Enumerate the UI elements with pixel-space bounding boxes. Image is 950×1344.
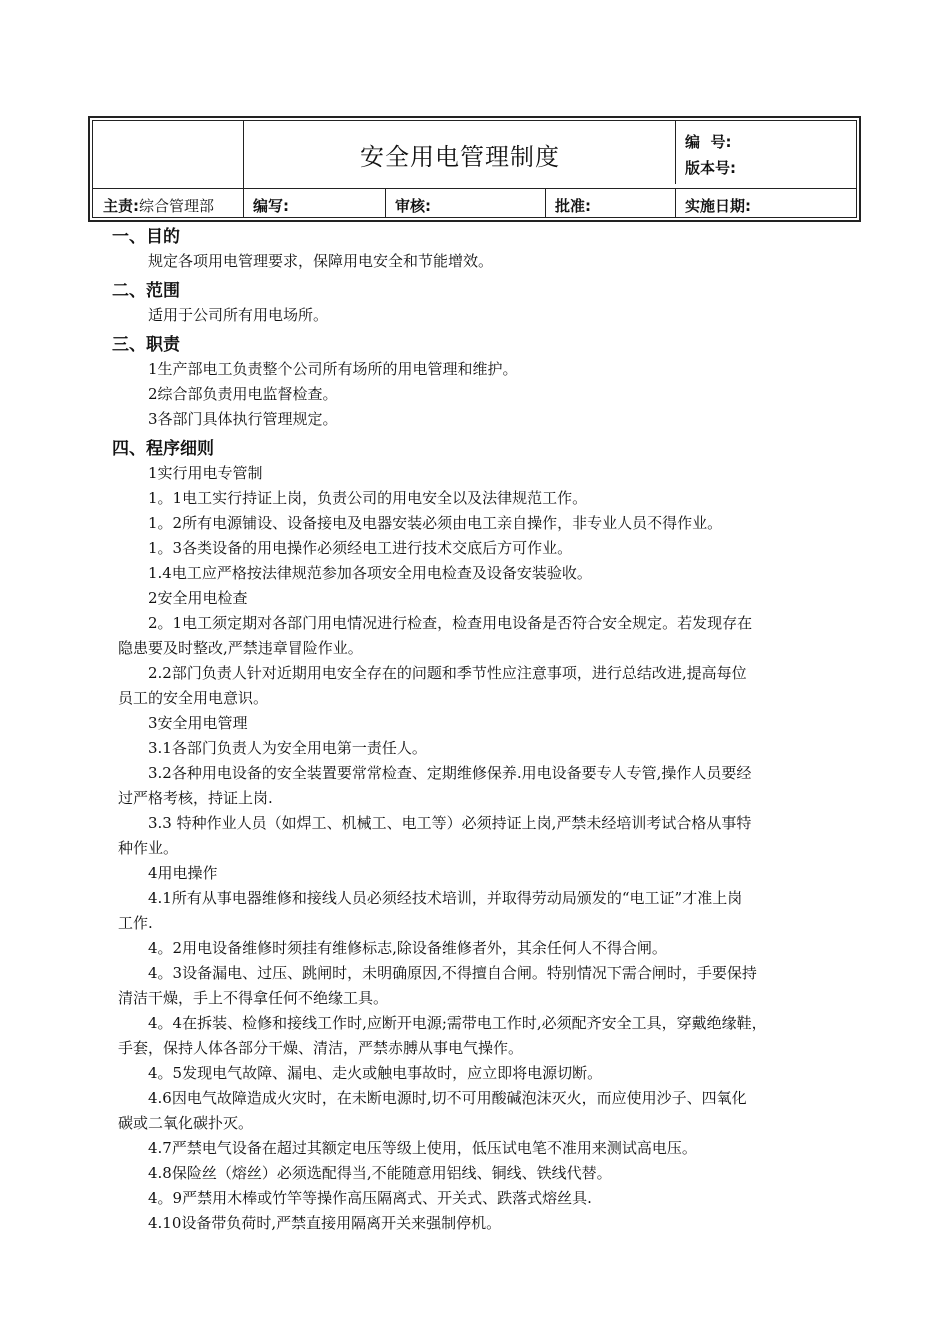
clause-line: 4。9严禁用木棒或竹竿等操作高压隔离式、开关式、跌落式熔丝具. xyxy=(148,1189,592,1207)
clause-line: 4。4在拆装、检修和接线工作时,应断开电源;需带电工作时,必须配齐安全工具，穿戴绝缘鞋， xyxy=(148,1014,767,1032)
paragraph: 适用于公司所有用电场所。 xyxy=(148,306,329,324)
clause-line: 4。2用电设备维修时须挂有维修标志,除设备维修者外，其余任何人不得合闸。 xyxy=(148,939,667,957)
list-item: 2综合部负责用电监督检查。 xyxy=(148,385,338,403)
clause-line-cont: 工作. xyxy=(118,914,153,932)
paragraph: 规定各项用电管理要求，保障用电安全和节能增效。 xyxy=(148,252,494,270)
subsection-title: 4用电操作 xyxy=(148,864,218,882)
table-divider xyxy=(243,121,244,217)
clause-line: 1。2所有电源铺设、设备接电及电器安装必须由电工亲自操作，非专业人员不得作业。 xyxy=(148,514,723,532)
clause-line-cont: 清洁干燥，手上不得拿任何不绝缘工具。 xyxy=(118,989,389,1007)
clause-line: 1。1电工实行持证上岗，负责公司的用电安全以及法律规范工作。 xyxy=(148,489,588,507)
review-label: 审核: xyxy=(395,196,431,215)
clause-line: 4.8保险丝（熔丝）必须选配得当,不能随意用铝线、铜线、铁线代替。 xyxy=(148,1164,612,1182)
clause-line: 4.10设备带负荷时,严禁直接用隔离开关来强制停机。 xyxy=(148,1214,502,1232)
clause-line-cont: 过严格考核，持证上岗. xyxy=(118,789,273,807)
code-label: 编 号: xyxy=(685,133,732,151)
clause-line: 4.7严禁电气设备在超过其额定电压等级上使用，低压试电笔不准用来测试高电压。 xyxy=(148,1139,697,1157)
header-table xyxy=(88,116,861,222)
clause-line: 4。5发现电气故障、漏电、走火或触电事故时，应立即将电源切断。 xyxy=(148,1064,603,1082)
clause-line-cont: 碳或二氧化碳扑灭。 xyxy=(118,1114,254,1132)
list-item: 1生产部电工负责整个公司所有场所的用电管理和维护。 xyxy=(148,360,518,378)
clause-line-cont: 种作业。 xyxy=(118,839,179,857)
table-divider xyxy=(675,188,676,217)
document-title: 安全用电管理制度 xyxy=(360,143,560,171)
table-divider xyxy=(675,121,676,184)
clause-line: 3.1各部门负责人为安全用电第一责任人。 xyxy=(148,739,427,757)
section-heading: 三、职责 xyxy=(112,335,180,355)
section-heading: 一、目的 xyxy=(112,227,180,247)
approve-label: 批准: xyxy=(555,196,591,215)
author-label: 编写: xyxy=(253,196,289,215)
owner-label: 主责: xyxy=(103,196,139,215)
section-heading: 二、范围 xyxy=(112,281,180,301)
clause-line: 3.2各种用电设备的安全装置要常常检查、定期维修保养.用电设备要专人专管,操作人员要经 xyxy=(148,764,752,782)
subsection-title: 3安全用电管理 xyxy=(148,714,248,732)
clause-line: 3.3 特种作业人员（如焊工、机械工、电工等）必须持证上岗,严禁未经培训考试合格从事特 xyxy=(148,814,752,832)
date-label: 实施日期: xyxy=(685,196,751,215)
clause-line-cont: 手套，保持人体各部分干燥、清洁，严禁赤膊从事电气操作。 xyxy=(118,1039,524,1057)
table-divider xyxy=(385,188,386,217)
owner-value: 综合管理部 xyxy=(139,196,215,215)
clause-line: 4.1所有从事电器维修和接线人员必须经技术培训，并取得劳动局颁发的“电工证”才准上岗 xyxy=(148,889,743,907)
clause-line: 1。3各类设备的用电操作必须经电工进行技术交底后方可作业。 xyxy=(148,539,573,557)
clause-line: 1.4电工应严格按法律规范参加各项安全用电检查及设备安装验收。 xyxy=(148,564,592,582)
subsection-title: 2安全用电检查 xyxy=(148,589,248,607)
clause-line: 2.2部门负责人针对近期用电安全存在的问题和季节性应注意事项，进行总结改进,提高每位 xyxy=(148,664,747,682)
clause-line-cont: 隐患要及时整改,严禁违章冒险作业。 xyxy=(118,639,363,657)
clause-line: 4。3设备漏电、过压、跳闸时，未明确原因,不得擅自合闸。特别情况下需合闸时，手要保持 xyxy=(148,964,757,982)
subsection-title: 1实行用电专管制 xyxy=(148,464,263,482)
list-item: 3各部门具体执行管理规定。 xyxy=(148,410,338,428)
owner-cell xyxy=(103,189,214,221)
table-divider xyxy=(545,188,546,217)
clause-line-cont: 员工的安全用电意识。 xyxy=(118,689,269,707)
version-label: 版本号: xyxy=(685,159,736,177)
section-heading: 四、程序细则 xyxy=(112,439,214,459)
clause-line: 4.6因电气故障造成火灾时，在未断电源时,切不可用酸碱泡沫灭火，而应使用沙子、四氧化 xyxy=(148,1089,747,1107)
clause-line: 2。1电工须定期对各部门用电情况进行检查，检查用电设备是否符合安全规定。若发现存在 xyxy=(148,614,753,632)
